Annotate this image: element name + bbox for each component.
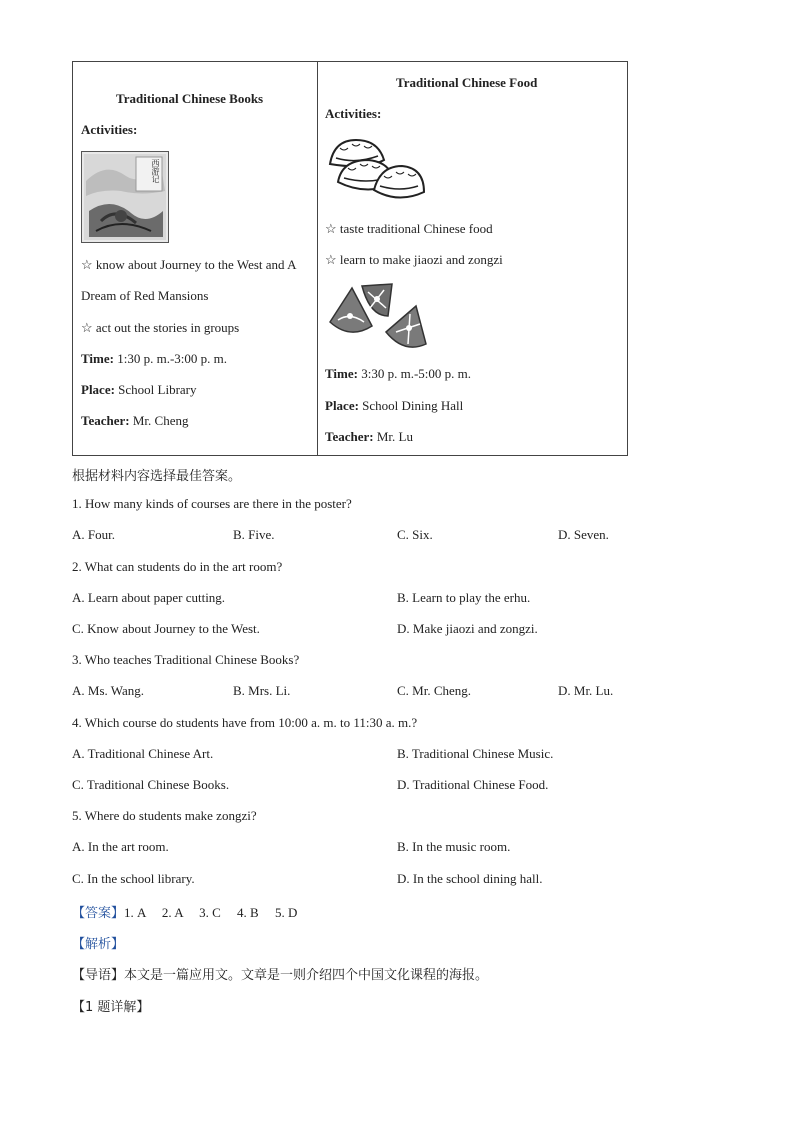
q5-option-c: C. In the school library. (72, 871, 195, 886)
detail-label: 【1 题详解】 (72, 1000, 150, 1015)
books-column (73, 62, 318, 455)
books-time-label: Time: (81, 351, 114, 366)
instruction-text: 根据材料内容选择最佳答案。 (72, 469, 242, 484)
guide-line (72, 964, 488, 983)
q3-option-b: B. Mrs. Li. (233, 683, 291, 698)
q5-option-a: A. In the art room. (72, 839, 169, 854)
books-teacher (81, 413, 189, 429)
books-activity-1-line1: ☆ know about Journey to the West and A (81, 257, 297, 272)
answer-label: 【答案】 (72, 906, 125, 921)
answer-line (72, 902, 297, 921)
answer-value: 1. A 2. A 3. C 4. B 5. D (124, 905, 298, 920)
detail-line (72, 996, 149, 1015)
books-activity-1-line2: Dream of Red Mansions (81, 288, 209, 303)
food-activity-1: ☆ taste traditional Chinese food (325, 221, 493, 236)
books-activity-2: ☆ act out the stories in groups (81, 320, 240, 335)
books-time (81, 351, 227, 367)
food-activity-2: ☆ learn to make jiaozi and zongzi (325, 252, 503, 267)
q2-option-b: B. Learn to play the erhu. (397, 590, 531, 605)
q1-option-b: B. Five. (233, 527, 275, 542)
food-activities-label: Activities: (325, 106, 382, 121)
q3-option-d: D. Mr. Lu. (558, 683, 614, 698)
food-teacher (325, 429, 413, 445)
analysis-label: 【解析】 (72, 937, 125, 952)
food-time (325, 366, 471, 382)
q2-option-d: D. Make jiaozi and zongzi. (397, 621, 538, 636)
analysis-line (72, 933, 124, 952)
q2-option-c: C. Know about Journey to the West. (72, 621, 260, 636)
q5-option-d: D. In the school dining hall. (397, 871, 543, 886)
book-cover-title: 西游记 (151, 159, 160, 183)
books-teacher-value: Mr. Cheng (132, 413, 189, 428)
books-time-value: 1:30 p. m.-3:00 p. m. (117, 351, 228, 366)
food-time-value: 3:30 p. m.-5:00 p. m. (361, 366, 472, 381)
food-title: Traditional Chinese Food (396, 75, 538, 90)
zongzi-icon (326, 282, 432, 352)
food-column (318, 62, 627, 455)
food-time-label: Time: (325, 366, 358, 381)
food-teacher-value: Mr. Lu (376, 429, 413, 444)
question-3: 3. Who teaches Traditional Chinese Books? (72, 652, 300, 667)
q4-option-b: B. Traditional Chinese Music. (397, 746, 554, 761)
food-place-value: School Dining Hall (362, 398, 464, 413)
guide-text: 本文是一篇应用文。文章是一则介绍四个中国文化课程的海报。 (124, 968, 489, 983)
food-place (325, 398, 463, 414)
books-place (81, 382, 197, 398)
food-place-label: Place: (325, 398, 359, 413)
q2-option-a: A. Learn about paper cutting. (72, 590, 226, 605)
q5-option-b: B. In the music room. (397, 839, 511, 854)
books-place-value: School Library (118, 382, 197, 397)
question-1: 1. How many kinds of courses are there in the poster? (72, 496, 352, 511)
question-2: 2. What can students do in the art room? (72, 559, 283, 574)
question-4: 4. Which course do students have from 10:00 a. m. to 11:30 a. m.? (72, 715, 418, 730)
food-teacher-label: Teacher: (325, 429, 374, 444)
q1-option-a: A. Four. (72, 527, 115, 542)
q1-option-d: D. Seven. (558, 527, 609, 542)
q4-option-d: D. Traditional Chinese Food. (397, 777, 549, 792)
question-5: 5. Where do students make zongzi? (72, 808, 257, 823)
books-title: Traditional Chinese Books (116, 91, 264, 106)
books-teacher-label: Teacher: (81, 413, 130, 428)
q4-option-a: A. Traditional Chinese Art. (72, 746, 214, 761)
books-activities-label: Activities: (81, 122, 138, 137)
q3-option-c: C. Mr. Cheng. (397, 683, 472, 698)
q4-option-c: C. Traditional Chinese Books. (72, 777, 230, 792)
q3-option-a: A. Ms. Wang. (72, 683, 145, 698)
guide-label: 【导语】 (72, 968, 125, 983)
dumplings-icon (326, 134, 428, 204)
course-poster-table (72, 61, 628, 456)
journey-west-book-image (81, 151, 169, 243)
books-place-label: Place: (81, 382, 115, 397)
q1-option-c: C. Six. (397, 527, 433, 542)
